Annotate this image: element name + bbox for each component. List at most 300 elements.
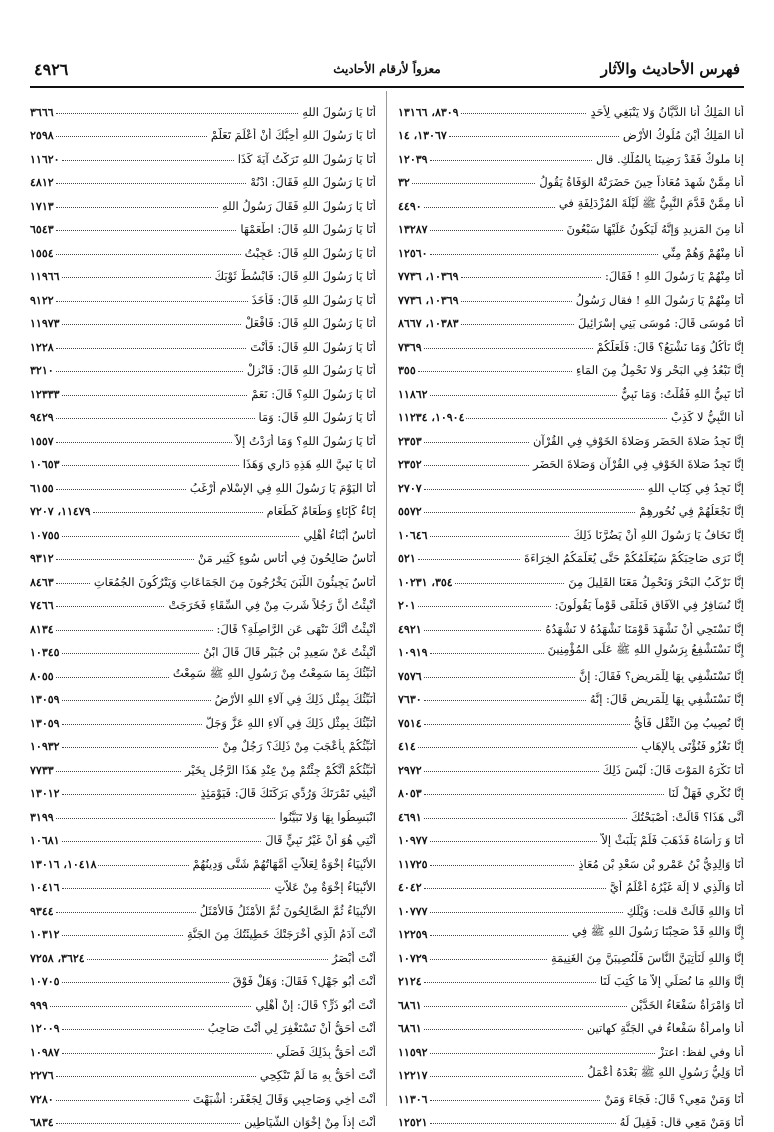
index-entry <box>30 612 376 636</box>
header-subtitle: معزواً لأرقام الأحاديث <box>333 62 441 76</box>
index-entry <box>398 213 744 237</box>
entry-reference: ٧٥١٤ <box>398 716 422 730</box>
dot-leader <box>418 747 637 748</box>
entry-text: إِنَّا نَجِدُ صَلاةَ الخَوْفِ فِي القُرْآنِ وَصَلاةَ الحَضَرِ <box>532 457 744 471</box>
index-entry <box>30 730 376 754</box>
dot-leader <box>56 418 255 419</box>
dot-leader <box>424 442 529 443</box>
index-entry <box>30 683 376 707</box>
entry-text: أَنَا وَالِدِيُّ بْنُ عَمْرِو بْنِ سَعْدِ بْنِ مُعَاذٍ <box>578 856 744 871</box>
entry-text: إِنَّا نَسْتَشْفِي بِهَا لِلْمَرِيضِ قَالَ: إِنَّهُ <box>589 692 744 706</box>
entry-reference: ٤٦٩١ <box>398 810 422 824</box>
dot-leader <box>430 254 659 255</box>
entry-reference: ٢١٢٤ <box>398 975 422 988</box>
entry-text: أَنَا يَا رَسُولَ اللهِ؟ قَالَ: نَعَمْ <box>251 386 376 401</box>
entry-text: أَنَا يَا رَسُولَ اللهِ <box>302 104 376 119</box>
page-header <box>30 58 744 86</box>
dot-leader <box>430 841 598 842</box>
entry-reference: ١٠٩٧٧ <box>398 834 428 847</box>
index-entry <box>398 189 744 213</box>
entry-text: أُنَاسٌ صَالِحُونَ فِي أُنَاسٍ سُوءٍ كَثِيرٍ مَنْ <box>197 551 376 565</box>
index-entry <box>30 824 376 848</box>
entry-text: أنا المَلِكُ أَيْنَ مُلُوكُ الأَرْضِ <box>622 128 744 142</box>
dot-leader <box>455 583 565 584</box>
entry-text: إِنَّا نَسْتَشْفِي بِهَا لِلْمَرِيضِ؟ فَقَالَ: إِنَّ <box>578 668 744 683</box>
dot-leader <box>56 559 194 560</box>
entry-reference: ١٠٩٣٢ <box>30 740 60 753</box>
index-entry <box>30 518 376 542</box>
dot-leader <box>430 1100 601 1101</box>
entry-reference: ٧٢٨٠ <box>30 1092 54 1106</box>
dot-leader <box>424 724 630 725</box>
dot-leader <box>461 277 601 278</box>
entry-reference: ١٣٠٥٩ <box>30 716 60 730</box>
entry-reference: ١٢٠٣٩ <box>398 152 428 166</box>
entry-text: أَنَا مِنْهُمْ يَا رَسُولَ اللهِ ! فقال رَسُولُ <box>575 292 744 307</box>
dot-leader <box>62 841 262 842</box>
entry-text: أُنَبِّئُكَ بِمِثْلِ ذَلِكَ فِي آلاءِ اللهِ عَزَّ وَجَلَّ <box>205 715 376 730</box>
entry-reference: ٣٦٦٦ <box>30 105 54 119</box>
dot-leader <box>430 935 568 936</box>
entry-reference: ١٧١٣ <box>30 199 54 213</box>
entry-reference: ١٣٠٥٩ <box>30 693 60 706</box>
entry-reference: ٢٠١ <box>398 599 416 612</box>
dot-leader <box>62 724 202 725</box>
entry-text: إِنَّا نَجِدُ فِي كِتَابِ اللهِ <box>647 480 744 495</box>
entry-reference: ٩٣١٢ <box>30 552 54 565</box>
index-entry <box>398 730 744 754</box>
entry-reference: ١١٩٧٣ <box>30 317 60 330</box>
entry-reference: ١٠٣٦٩، ٧٧٣٦ <box>398 270 459 283</box>
dot-leader <box>56 583 90 584</box>
index-entry <box>398 354 744 378</box>
entry-text: أنا مِمَّنْ قَدَّمَ النَّبِيُّ ﷺ لَيْلَةَ المُزْدَلِفَةِ في <box>558 195 744 210</box>
entry-reference: ١١٧٢٥ <box>398 857 428 871</box>
dot-leader <box>56 677 169 678</box>
entry-text: أنا وفي لفظ: اعتزْ <box>658 1044 744 1059</box>
index-entry <box>398 824 744 848</box>
dot-leader <box>56 254 241 255</box>
index-entry <box>30 659 376 683</box>
dot-leader <box>62 395 248 396</box>
entry-text: الأَنْبِيَاءُ إِخْوَةٌ لِعَلاَّتٍ أُمَّهَاتُهُمْ شَتَّى وَدِينُهُمْ <box>192 856 376 871</box>
dot-leader <box>424 465 529 466</box>
entry-text: أَنَا يَا رَسُولَ اللهِ فَقَالَ رَسُولُ اللهِ <box>221 198 376 213</box>
entry-reference: ٢٣٥٣ <box>398 434 422 448</box>
dot-leader <box>430 1123 616 1124</box>
index-entry <box>398 871 744 895</box>
entry-text: أَنْتَ أَحَقُّ بِهِ مَا لَمْ تَنْكِحِي <box>259 1068 376 1082</box>
dot-leader <box>56 207 218 208</box>
dot-leader <box>430 959 547 960</box>
entry-text: إِنَّا وَاللهِ مَا نُصَلِّي إِلاَّ مَا كُتِبَ لَنَا <box>599 974 744 988</box>
dot-leader <box>430 1053 655 1054</box>
index-entry <box>398 424 744 448</box>
index-entry <box>30 800 376 824</box>
dot-leader <box>461 113 587 114</box>
entry-text: أَنْتَ أَخِي وَصَاحِبِي وَقَالَ لِجَعْفَرٍ: أَشْبَهْتَ <box>192 1091 376 1106</box>
dot-leader <box>62 465 239 466</box>
index-entry <box>398 753 744 777</box>
entry-reference: ٨١٣٤ <box>30 622 54 636</box>
entry-text: أَنَا وَالَّذِي لا إِلَهَ غَيْرُهُ أَعْلَمُ أَيَّ <box>609 880 744 894</box>
index-entry <box>30 236 376 260</box>
entry-text: أَنْتَ أَحَقُّ أَنْ تَسْتَغْفِرَ لِي أَنْتَ صَاحِبُ <box>207 1021 376 1035</box>
index-entry <box>398 283 744 307</box>
dot-leader <box>424 207 555 208</box>
entry-text: انْبَسِطُوا بِهَا وَلا تَبَيَّنُوا <box>279 809 376 824</box>
entry-text: إِنَّا نَأْكُلُ وَمَا نَشْبَعُ؟ قَالَ: فَلَعَلَّكُمْ <box>596 339 744 354</box>
dot-leader <box>424 818 627 819</box>
dot-leader <box>56 489 186 490</box>
entry-reference: ٩٩٩ <box>30 998 48 1012</box>
index-entry <box>30 847 376 871</box>
entry-text: أَنَا يَا رَسُولَ اللهِ قَالَ: فَانْزِلْ <box>246 363 376 377</box>
index-entry <box>30 894 376 918</box>
index-entry <box>30 401 376 425</box>
entry-reference: ٢٥٩٨ <box>30 129 54 142</box>
entry-reference: ١٢٥٦٠ <box>398 246 428 260</box>
dot-leader <box>56 606 165 607</box>
dot-leader <box>62 160 234 161</box>
entry-text: أَنَا يَا رَسُولَ اللهِ أُحِبُّكَ أَنْ أَعْلَمَ تَعَلَّمْ <box>210 128 376 142</box>
entry-reference: ١٠٣١٢ <box>30 928 60 941</box>
entry-reference: ٧٥٧٦ <box>398 669 422 683</box>
entry-text: أَنَا يَا رَسُولَ اللهِ قَالَ: فَابْسُطْ ثَوْبَكَ <box>214 269 376 283</box>
entry-text: أَنَا وَلِيُّ رَسُولِ اللهِ ﷺ بَعْدَهُ أَعْمَلُ <box>587 1065 744 1079</box>
index-entry <box>30 283 376 307</box>
index-entry <box>398 918 744 942</box>
index-entry <box>30 941 376 965</box>
dot-leader <box>62 536 300 537</box>
entry-reference: ٦٨٦١ <box>398 998 422 1012</box>
entry-text: أَنَا يَا رَسُولَ اللهِ قَالَ: وَمَا <box>258 410 376 424</box>
index-entry <box>30 1059 376 1083</box>
entry-reference: ١٣٠١٢ <box>30 787 60 800</box>
entry-text: أُنَبِّئُكُمْ بِأَعْجَبَ مِنْ ذَلِكَ؟ رَجُلٌ مِنْ <box>222 739 376 753</box>
index-entry <box>398 988 744 1012</box>
index-entry <box>398 142 744 166</box>
index-entry <box>398 706 744 730</box>
index-entry <box>30 1035 376 1059</box>
entry-reference: ١٠٤١٦ <box>30 881 60 894</box>
entry-reference: ٣٢ <box>398 176 410 189</box>
entry-text: إِنَّا نَسْتَحِي أَنْ نَشْهَدَ قَوْمَنَا نَشْهَدُهُ لا نَشْهَدُهُ <box>545 621 744 636</box>
dot-leader <box>56 301 248 302</box>
entry-reference: ١٠٣٨٣، ٨٦٦٧ <box>398 317 459 330</box>
entry-reference: ١٠٦٥٣ <box>30 458 60 471</box>
entry-reference: ٧٣٦٩ <box>398 340 422 354</box>
entry-text: إنا ملوكٌ فَقَدْ رَضِينَا بِالمُلْكِ. قال <box>595 151 744 166</box>
entry-text: إِنَّا نُسَافِرُ فِي الآفَاقِ فَنَلْقَى قَوْماً يَقُولُونَ: <box>554 598 744 612</box>
entry-text: أَنْتَ إِذاً مِنْ إِخْوَانِ الشَّيَاطِينِ <box>244 1115 376 1129</box>
entry-reference: ١٥٥٤ <box>30 246 54 260</box>
entry-reference: ٧٧٣٣ <box>30 763 54 777</box>
entry-reference: ١٠٧٢٩ <box>398 951 428 965</box>
index-entry <box>30 495 376 519</box>
entry-text: أُنَاسٌ يَجِيئُونَ اللَّبَنَ يَخْرُجُونَ مِنَ الجَمَاعَاتِ وَيَتْرُكُونَ الجُمُعَاتِ <box>93 574 376 589</box>
entry-text: أَنَا يَا رَسُولَ اللهِ تَرَكْتُ آيَةَ كَذَا <box>237 151 376 166</box>
index-entry <box>30 777 376 801</box>
index-entry <box>398 636 744 660</box>
left-column <box>30 95 376 1129</box>
entry-text: أنا مِنْهُمْ وَهُمْ مِنِّي <box>662 245 744 260</box>
entry-reference: ٦٨٣٤ <box>30 1116 54 1129</box>
index-entry <box>30 354 376 378</box>
dot-leader <box>424 489 644 490</box>
entry-text: إِنَّا نَرْكَبُ البَحْرَ وَنَحْمِلُ مَعَنَا القَلِيلَ مِنَ <box>568 574 744 589</box>
dot-leader <box>430 160 592 161</box>
entry-text: أُنْبِئْتُ عَنْ سَعِيدِ بْنِ جُبَيْرٍ قَالَ قَالَ ابْنُ <box>203 645 376 659</box>
dot-leader <box>56 1123 240 1124</box>
entry-reference: ٩٤٢٩ <box>30 411 54 424</box>
index-entry <box>398 565 744 589</box>
entry-reference: ٣٥٥ <box>398 364 416 377</box>
dot-leader <box>56 113 299 114</box>
entry-text: أَنْبِئِي تَمْرَتَكَ وَرُدِّي بَرَكَتَكَ قَالَ: فَيَوْمَئِذٍ <box>200 786 376 800</box>
index-entry <box>398 166 744 190</box>
entry-reference: ٢٩٧٢ <box>398 763 422 777</box>
entry-reference: ٩٣٤٤ <box>30 904 54 918</box>
entry-text: أُنَاسٌ أَبْنَاءُ أَهْلِي <box>303 527 376 542</box>
dot-leader <box>62 324 241 325</box>
entry-text: إِنَّا نَخَافُ يَا رَسُولَ اللهِ أَنْ يَضُرَّنَا ذَلِكَ <box>573 527 744 542</box>
entry-reference: ١٣٢٨٧ <box>398 223 428 236</box>
dot-leader <box>62 982 229 983</box>
index-entry <box>30 565 376 589</box>
index-entry <box>398 236 744 260</box>
index-entry <box>30 330 376 354</box>
dot-leader <box>62 747 219 748</box>
dot-leader <box>466 418 667 419</box>
entry-reference: ٨٤٦٣ <box>30 575 54 589</box>
entry-reference: ١٢٠٠٩ <box>30 1022 60 1035</box>
index-entry <box>30 307 376 331</box>
entry-reference: ٦٥٤٣ <box>30 223 54 236</box>
entry-reference: ٥٥٧٢ <box>398 505 422 518</box>
dot-leader <box>62 653 200 654</box>
entry-text: إِنَّا نَجْعَلُهُمْ فِي نُحُورِهِمْ <box>639 504 744 518</box>
dot-leader <box>56 371 243 372</box>
dot-leader <box>461 301 572 302</box>
entry-text: أَنَا يَا رَسُولَ اللهِ قَالَ: فَافْعَلْ <box>244 316 376 330</box>
entry-text: أَنَا يَا رَسُولَ اللهِ قَالَ: عَجِبْتُ <box>244 245 376 260</box>
index-entry <box>30 871 376 895</box>
index-entry <box>398 1035 744 1059</box>
dot-leader <box>56 1100 189 1101</box>
entry-reference: ٧٦٣٠ <box>398 693 422 706</box>
dot-leader <box>98 865 188 866</box>
entry-text: أَنْتَ أَبُو ذَرٍّ؟ قَالَ: إِنْ أَهْلِي <box>255 997 376 1012</box>
entry-text: أنا مِمَّنْ شَهِدَ مُعَاذاً حِينَ حَضَرَتْهُ الوَفَاةُ يَقُولُ <box>539 175 744 189</box>
entry-reference: ١٠٩٨٧ <box>30 1045 60 1059</box>
index-entry <box>30 448 376 472</box>
index-entry <box>30 119 376 143</box>
dot-leader <box>430 536 570 537</box>
entry-text: أَنَا يَا رَسُولَ اللهِ فَقَالَ: ادْنُهْ <box>250 175 376 189</box>
index-entry <box>398 377 744 401</box>
index-entry <box>398 659 744 683</box>
dot-leader <box>424 700 586 701</box>
dot-leader <box>424 1006 627 1007</box>
entry-text: أَنْتَ آدَمُ الَّذِي أَخْرَجَتْكَ خَطِيئَتُكَ مِنَ الجَنَّةِ <box>186 927 376 941</box>
entry-text: أَنَا اليَوْمَ يَا رَسُولَ اللهِ فِي الإِسْلامِ أَرْغَبُ <box>189 480 376 495</box>
entry-text: أنا مِنَ المَزِيدِ وَإِنَّهُ لَيَكُونُ عَلَيْهَا سَبْعُونَ <box>566 222 744 236</box>
index-entry <box>398 612 744 636</box>
dot-leader <box>424 1029 583 1030</box>
entry-text: إِنَّا نَسْتَشْفِعُ بِرَسُولِ اللهِ ﷺ عَلَى المُؤْمِنِينَ <box>547 642 744 656</box>
dot-leader <box>87 959 328 960</box>
dot-leader <box>62 700 211 701</box>
index-entry <box>30 377 376 401</box>
index-entry <box>398 542 744 566</box>
entry-text: أَنَّى هَذَا؟ قَالَتْ: أَصْبَحْتُكَ <box>630 809 744 824</box>
entry-text: أنا المَلِكُ أنا الدَّيَّانُ وَلا يَنْبَغِي لِأحَدٍ <box>590 104 744 119</box>
entry-reference: ٩١٢٢ <box>30 293 54 307</box>
dot-leader <box>449 136 619 137</box>
index-entry <box>398 495 744 519</box>
index-entry <box>30 95 376 119</box>
entry-text: أَنَا يَا رَسُولَ اللهِ قَالَ: اطْعَمْهَا <box>240 222 376 236</box>
index-entry <box>30 706 376 730</box>
index-entry <box>398 307 744 331</box>
entry-reference: ١٠٧٥٥ <box>30 528 60 542</box>
dot-leader <box>56 183 247 184</box>
index-entry <box>398 260 744 284</box>
dot-leader <box>424 348 593 349</box>
index-entry <box>30 965 376 989</box>
header-rule <box>30 86 744 88</box>
dot-leader <box>424 888 606 889</box>
index-entry <box>398 1106 744 1130</box>
entry-reference: ٨٣٠٩، ١٣١٦٦ <box>398 105 459 119</box>
entry-text: أنا النَّبِيُّ لا كَذِبْ <box>671 410 744 424</box>
index-entry <box>30 471 376 495</box>
entry-reference: ٤٩٢١ <box>398 622 422 636</box>
dot-leader <box>430 230 563 231</box>
right-column <box>398 95 744 1129</box>
entry-text: الأَنْبِيَاءُ ثُمَّ الصَّالِحُونَ ثُمَّ الأَمْثَلُ فَالأَمْثَلُ <box>199 903 376 918</box>
index-entry <box>398 330 744 354</box>
page-number: ٤٩٢٦ <box>34 60 69 79</box>
entry-reference: ١٣٠٦٧، ١٤ <box>398 129 447 142</box>
entry-text: أَنَا وَامْرَأَةٌ سَفْعَاءُ الخَدَّيْنِ <box>630 997 744 1012</box>
entry-reference: ١٠٦٨١ <box>30 834 60 847</box>
entry-reference: ٦١٥٥ <box>30 481 54 495</box>
index-entry <box>398 448 744 472</box>
index-entry <box>30 988 376 1012</box>
dot-leader <box>56 442 232 443</box>
dot-leader <box>424 512 636 513</box>
index-entry <box>398 777 744 801</box>
entry-text: إِنَّا نَرَى صَاحِبَكُمْ سَيُعَلِّمُكُمْ حَتَّى يُعَلِّمَكُمُ الخِرَاءَةَ <box>524 551 744 565</box>
dot-leader <box>430 865 575 866</box>
dot-leader <box>62 1053 273 1054</box>
entry-reference: ١١٨٦٢ <box>398 387 428 401</box>
entry-reference: ١٠٣٤٥ <box>30 646 60 659</box>
entry-text: أُنَبِّئُكُمْ أَنَّكُمْ جِئْتُمْ مِنْ عِنْدِ هَذَا الرَّجُلِ بِخَيْرٍ <box>185 762 376 777</box>
entry-reference: ١٢٢٥٩ <box>398 928 428 941</box>
entry-text: إِنَّا نُصِيبُ مِنَ الثِّقْلِ فَأَيُّ <box>633 715 744 730</box>
dot-leader <box>430 395 618 396</box>
entry-text: أنا وامرأةٌ سَفْعاءُ في الجَنَّةِ كهاتين <box>586 1021 744 1035</box>
entry-reference: ١١٤٧٩، ٧٢٠٧ <box>30 505 91 518</box>
entry-reference: ٤٠٤٢ <box>398 881 422 894</box>
entry-reference: ٣١٩٩ <box>30 810 54 824</box>
index-entry <box>398 941 744 965</box>
entry-text: أَنَا نَبِيُّ اللهِ فَقُلْتُ: وَمَا نَبِيٌّ <box>621 386 744 401</box>
dot-leader <box>424 771 599 772</box>
index-entry <box>398 847 744 871</box>
entry-reference: ١١٥٩٢ <box>398 1045 428 1059</box>
index-entry <box>30 260 376 284</box>
dot-leader <box>418 371 572 372</box>
entry-text: الأَنْبِيَاءُ إِخْوَةٌ مِنْ عَلاَّتٍ <box>274 880 376 894</box>
entry-reference: ١١٩٦٦ <box>30 270 60 283</box>
index-entry <box>398 401 744 425</box>
index-entry <box>398 95 744 119</box>
dot-leader <box>56 912 196 913</box>
entry-text: أَنْتَ أَحَقُّ بِذَلِكَ فَصَلِّي <box>276 1044 376 1059</box>
index-entry <box>398 965 744 989</box>
entry-reference: ٦٨٦١ <box>398 1022 422 1035</box>
entry-reference: ١٢٣٣٣ <box>30 387 60 401</box>
index-entry <box>30 636 376 660</box>
index-entry <box>30 1106 376 1130</box>
dot-leader <box>56 230 237 231</box>
entry-text: أَنَا وَاللهِ قَالَتْ قلت: وَيْلَكِ <box>626 903 744 918</box>
entry-reference: ١٢٢٨ <box>30 340 54 354</box>
entry-text: إِنَّا نَجِدُ صَلاةَ الحَضَرِ وَصَلاةَ الخَوْفِ فِي القُرْآنِ <box>532 433 744 448</box>
entry-text: أَنَا وَمَنْ مَعِي؟ قَالَ: فَجَاءَ وَمَنْ <box>604 1091 744 1106</box>
dot-leader <box>424 630 542 631</box>
entry-text: أَنَا يَا رَسُولَ اللهِ قَالَ: فَأَخَذَ <box>251 292 376 307</box>
index-entry <box>398 471 744 495</box>
entry-reference: ١٠٩١٩ <box>398 646 428 659</box>
entry-text: إِنَّا نُكْرِي فَهَلْ لَنَا <box>668 786 744 800</box>
entry-text: أَنَا يَا رَسُولَ اللهِ؟ وَمَا أَرَدْتُ إِلاَّ <box>235 433 376 448</box>
entry-reference: ٣٢١٠ <box>30 364 54 377</box>
entry-text: أُنْبِئْتُ أَنَّ رَجُلاً شَرِبَ مِنْ فِي السِّقَاءِ فَخَرَجَتْ <box>168 598 376 612</box>
entry-reference: ٧٤٦٦ <box>30 599 54 612</box>
dot-leader <box>418 559 520 560</box>
entry-reference: ١٠٤١٨، ١٣٠١٦ <box>30 857 97 871</box>
index-entry <box>30 1012 376 1036</box>
entry-text: أَنَا يَا نَبِيَّ اللهِ هَذِهِ دَارِي وَهَذَا <box>242 457 376 471</box>
entry-reference: ١١٦٢٠ <box>30 152 60 166</box>
entry-reference: ٤٤٩٠ <box>398 199 422 213</box>
index-entry <box>398 589 744 613</box>
entry-text: إِنَّا وَاللهِ لَنَأْتِيَنَّ النَّاسَ فَلْنُصِيبَنَّ مِنَ الغَنِيمَةِ <box>550 950 744 965</box>
index-entry <box>30 918 376 942</box>
entry-reference: ٣٥٤، ١٠٢٣١ <box>398 575 453 589</box>
entry-text: أَنَا يَا رَسُولَ اللهِ قَالَ: فَأَنْتَ <box>250 339 376 354</box>
index-entry <box>398 800 744 824</box>
dot-leader <box>56 1076 256 1077</box>
entry-text: أَنَا وَ رَأْسَاهُ فَذَهَبَ فَلَمْ يَلْبَثْ إِلاَّ <box>601 833 744 847</box>
index-entry <box>30 589 376 613</box>
index-entry <box>30 213 376 237</box>
dot-leader <box>424 982 596 983</box>
dot-leader <box>50 1006 252 1007</box>
dot-leader <box>56 818 276 819</box>
entry-reference: ٤٨١٢ <box>30 176 54 189</box>
dot-leader <box>430 1076 584 1077</box>
index-entry <box>398 119 744 143</box>
entry-reference: ١٠٩٠٤، ١١٢٣٤ <box>398 411 465 424</box>
index-entry <box>30 142 376 166</box>
index-page <box>30 58 744 1129</box>
